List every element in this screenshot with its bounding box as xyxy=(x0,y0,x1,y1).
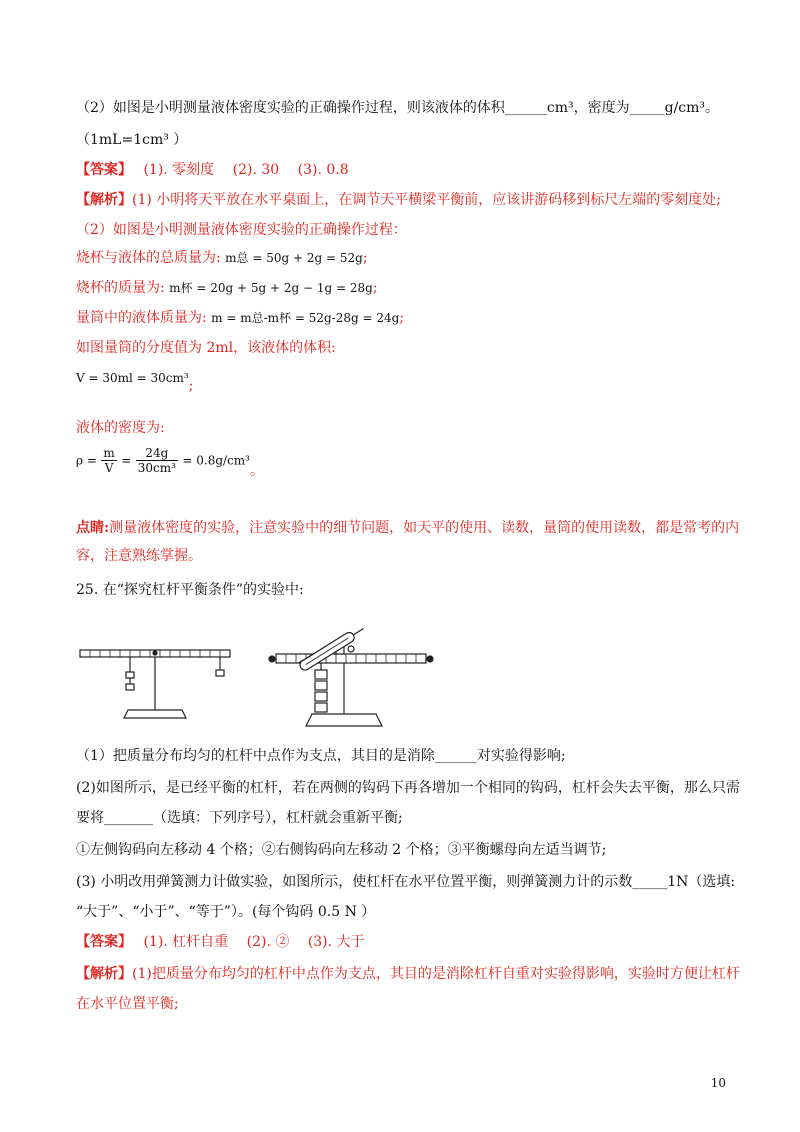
unit-note: （1mL=1cm³ ） xyxy=(76,132,188,148)
volume-formula: V = 30ml = 30cm³ xyxy=(76,371,189,385)
fraction-numerator: 24g xyxy=(136,446,178,461)
total-mass-label: 烧杯与液体的总质量为: xyxy=(76,250,221,266)
answer-tag: 【答案】 xyxy=(76,162,125,178)
fraction-m-over-v xyxy=(101,446,116,475)
lever-figures xyxy=(76,628,436,738)
tip-text: 测量液体密度的实验，注意实验中的细节问题，如天平的使用、读数，量筒的使用读数，都是常考的内 xyxy=(109,520,740,536)
fraction-denominator: V xyxy=(104,461,114,475)
analysis-1-line-1 xyxy=(76,190,721,210)
question-25-options: ①左侧钩码向左移动 4 个格；②右侧钩码向左移动 2 个格；③平衡螺母向左适当调节; xyxy=(76,842,607,858)
analysis-1-line-8: 液体的密度为: xyxy=(76,420,165,436)
fraction-values xyxy=(136,446,178,475)
density-formula: ρ = $\frac{m}{V}$ = $\frac{24g}{\text{30cm³}}$ = 0.8g/cm³。 xyxy=(76,446,264,479)
answer-text: (1). 零刻度 (2). 30 (3). 0.8 xyxy=(125,162,349,178)
lever-figure-left xyxy=(80,650,230,718)
lever-figure-right xyxy=(269,628,433,726)
tip-line-1 xyxy=(76,518,739,538)
analysis-tag: 【解析】 xyxy=(76,192,132,208)
question-25-title: 25. 在“探究杠杆平衡条件”的实验中: xyxy=(76,582,304,598)
beaker-mass-formula: m杯 = 20g + 5g + 2g − 1g = 28g xyxy=(169,281,373,295)
liquid-mass-formula: m = m总-m杯 = 52g-28g = 24g xyxy=(211,311,400,325)
question-25-part-3-line-2: “大于”、“小于”、“等于”）。(每个钩码 0.5 N ） xyxy=(76,904,376,920)
answer-tag: 【答案】 xyxy=(76,934,125,950)
density-lhs: ρ = xyxy=(76,453,97,468)
question-25-part-1: （1）把质量分布均匀的杠杆中点作为支点，其目的是消除______对实验得影响; xyxy=(76,748,566,764)
question-25-part-3-line-1: (3) 小明改用弹簧测力计做实验，如图所示，使杠杆在水平位置平衡，则弹簧测力计的示数_____1N（选填: xyxy=(76,874,736,890)
analysis-1-line-3: 烧杯与液体的总质量为: m总 = 50g + 2g = 52g; xyxy=(76,250,368,266)
fraction-denominator: 30cm³ xyxy=(137,461,176,475)
answer-text: (1). 杠杆自重 (2). ② (3). 大于 xyxy=(125,934,365,950)
analysis-tag: 【解析】 xyxy=(76,966,132,982)
beaker-mass-label: 烧杯的质量为: xyxy=(76,280,165,296)
question-25-part-2-line-2: 要将_______（选填：下列序号），杠杆就会重新平衡; xyxy=(76,810,403,826)
answer-2 xyxy=(76,932,365,952)
total-mass-formula: m总 = 50g + 2g = 52g xyxy=(225,251,363,265)
analysis-1-line-7: V = 30ml = 30cm³; xyxy=(76,371,194,394)
tip-tag: 点睛: xyxy=(76,520,110,536)
tip-line-2: 容，注意熟练掌握。 xyxy=(76,548,202,564)
analysis-text: (1) 小明将天平放在水平桌面上，在调节天平横梁平衡前，应该讲游码移到标尺左端的零刻度处; xyxy=(132,192,721,208)
density-result: = 0.8g/cm³ xyxy=(182,453,250,468)
analysis-1-line-6: 如图量筒的分度值为 2ml，该液体的体积: xyxy=(76,340,336,356)
fraction-numerator: m xyxy=(103,446,115,460)
analysis-1-line-5: 量筒中的液体质量为: m = m总-m杯 = 52g-28g = 24g; xyxy=(76,310,405,326)
analysis-text: (1)把质量分布均匀的杠杆中点作为支点，其目的是消除杠杆自重对实验得影响，实验时方便让杠杆 xyxy=(132,966,740,982)
answer-1 xyxy=(76,160,349,180)
analysis-1-line-2: （2）如图是小明测量液体密度实验的正确操作过程： xyxy=(76,222,407,238)
analysis-2-line-2: 在水平位置平衡; xyxy=(76,996,179,1012)
page-number: 10 xyxy=(710,1076,726,1090)
question-25-part-2-line-1: (2)如图所示，是已经平衡的杠杆，若在两侧的钩码下再各增加一个相同的钩码，杠杆会失去平衡，那么只需 xyxy=(76,780,740,796)
analysis-1-line-4: 烧杯的质量为: m杯 = 20g + 5g + 2g − 1g = 28g; xyxy=(76,280,378,296)
analysis-2-line-1 xyxy=(76,964,740,984)
question-2-stem: （2）如图是小明测量液体密度实验的正确操作过程，则该液体的体积______cm³，密度为_____g/cm³。 xyxy=(76,100,720,116)
liquid-mass-label: 量筒中的液体质量为: xyxy=(76,310,207,326)
